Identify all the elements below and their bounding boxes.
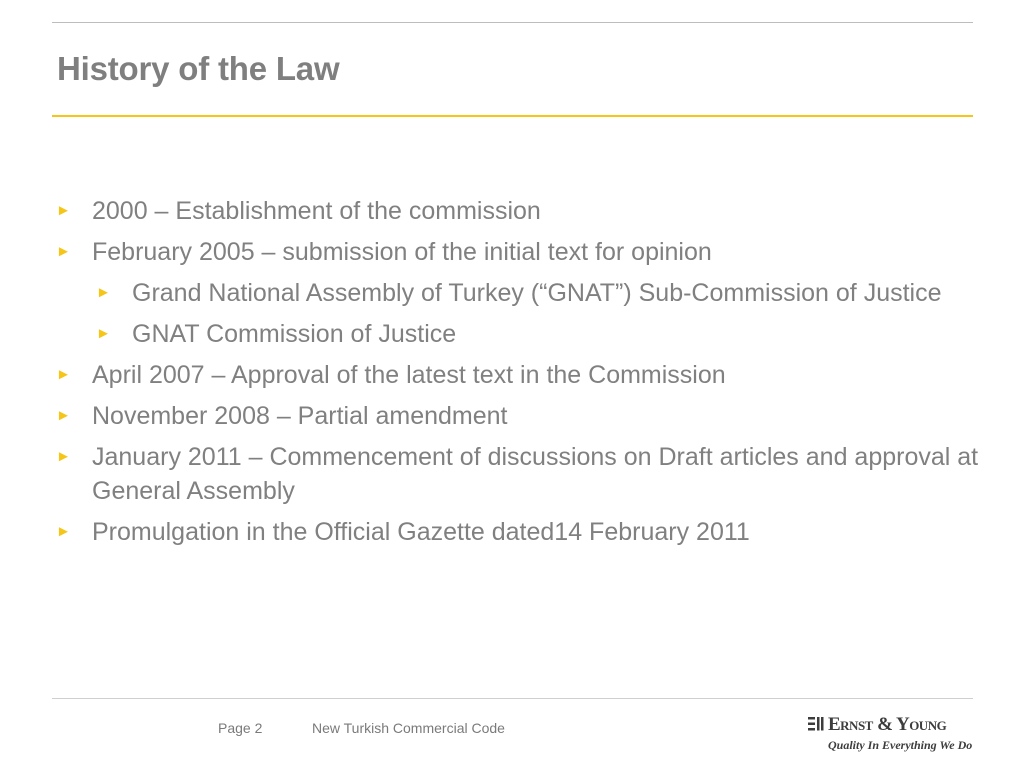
bullet-item — [52, 399, 982, 433]
arrow-bullet-icon: ► — [96, 284, 111, 301]
sub-bullet-item — [52, 317, 982, 351]
footer-divider — [52, 698, 973, 699]
bullet-text: February 2005 – submission of the initial text for opinion — [92, 238, 712, 266]
ernst-young-logo — [808, 714, 980, 754]
ey-mark-icon — [808, 716, 826, 732]
arrow-bullet-icon: ► — [56, 523, 71, 540]
arrow-bullet-icon: ► — [56, 243, 71, 260]
arrow-bullet-icon: ► — [56, 448, 71, 465]
bullet-item — [52, 515, 982, 549]
bullet-item — [52, 194, 982, 228]
title-underline — [52, 115, 973, 117]
bullet-item — [52, 235, 982, 269]
bullet-list — [52, 194, 982, 556]
bullet-text: 2000 – Establishment of the commission — [92, 197, 541, 225]
slide-title: History of the Law — [57, 50, 340, 87]
arrow-bullet-icon: ► — [56, 407, 71, 424]
bullet-text: Promulgation in the Official Gazette dated14 February 2011 — [92, 518, 750, 546]
bullet-item — [52, 358, 982, 392]
bullet-item — [52, 440, 982, 508]
document-title: New Turkish Commercial Code — [312, 720, 505, 736]
bullet-text: November 2008 – Partial amendment — [92, 402, 508, 430]
logo-tagline: Quality In Everything We Do — [828, 738, 973, 752]
bullet-text: Grand National Assembly of Turkey (“GNAT”) Sub-Commission of Justice — [132, 279, 942, 307]
page-number: Page 2 — [218, 720, 263, 736]
sub-bullet-item — [52, 276, 982, 310]
arrow-bullet-icon: ► — [96, 325, 111, 342]
arrow-bullet-icon: ► — [56, 366, 71, 383]
bullet-text: GNAT Commission of Justice — [132, 320, 457, 348]
arrow-bullet-icon: ► — [56, 202, 71, 219]
bullet-text: January 2011 – Commencement of discussions on Draft articles and approval at General Assembly — [92, 443, 979, 505]
top-divider — [52, 22, 973, 23]
logo-wordmark: Ernst & Young — [828, 714, 947, 735]
bullet-text: April 2007 – Approval of the latest text in the Commission — [92, 361, 726, 389]
